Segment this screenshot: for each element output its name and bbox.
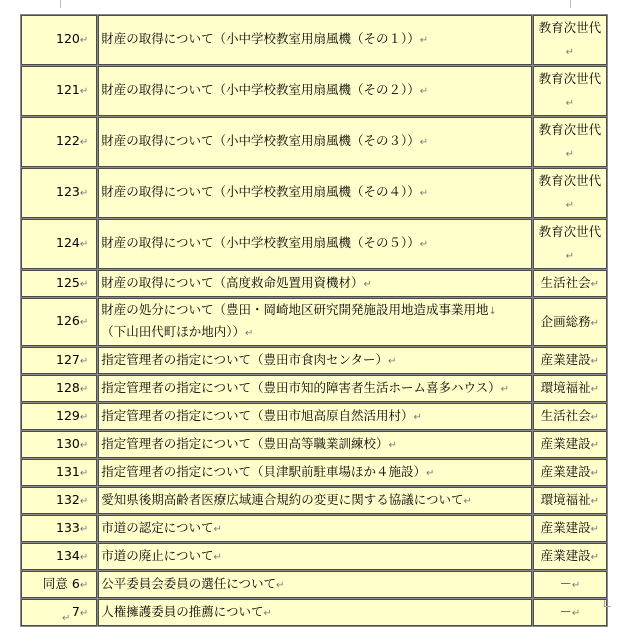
committee-name-text: 教育次世代 — [538, 71, 602, 86]
committee-name-text: 生活社会 — [540, 275, 591, 290]
committee-name-text: 企画総務 — [540, 313, 591, 329]
table-row — [21, 459, 607, 486]
agenda-title[interactable] — [98, 431, 531, 458]
agenda-title-text: 指定管理者の指定について（豊田高等職業訓練校） — [101, 435, 389, 451]
cell-end-mark: ↵ — [388, 355, 397, 367]
agenda-number[interactable] — [21, 168, 97, 218]
agenda-number-text: 128 — [56, 379, 80, 395]
committee-name[interactable] — [533, 599, 607, 626]
agenda-title[interactable] — [98, 543, 531, 570]
table-row — [21, 15, 607, 65]
agenda-number[interactable] — [21, 599, 97, 626]
committee-name[interactable] — [533, 270, 607, 297]
cell-end-mark: ↵ — [79, 278, 89, 290]
agenda-number-text: 121 — [56, 82, 80, 97]
cell-end-mark: ↵ — [79, 551, 89, 563]
agenda-number[interactable] — [21, 403, 97, 430]
committee-name[interactable] — [533, 515, 607, 542]
cell-end-mark: ↵ — [79, 383, 89, 395]
table-row — [21, 599, 607, 626]
cell-end-mark: ↵ — [590, 317, 600, 329]
agenda-number-text: 132 — [56, 491, 80, 507]
cell-end-mark: ↵ — [426, 467, 435, 479]
agenda-title[interactable] — [98, 117, 531, 167]
agenda-number[interactable] — [21, 375, 97, 402]
cell-end-mark: ↵ — [571, 608, 581, 619]
agenda-number[interactable] — [21, 270, 97, 297]
agenda-number-text: 127 — [56, 351, 80, 367]
agenda-title[interactable] — [98, 487, 531, 514]
agenda-number[interactable] — [21, 298, 97, 346]
cell-end-mark: ↵ — [500, 383, 510, 395]
table-row — [21, 219, 607, 269]
cell-end-mark: ↵ — [79, 579, 89, 591]
committee-name-text: － — [559, 576, 572, 591]
agenda-title-text: 愛知県後期高齢者医療広域連合規約の変更に関する協議について — [101, 491, 464, 507]
cell-end-mark: ↵ — [590, 552, 600, 563]
cell-end-mark: ↵ — [79, 439, 89, 451]
cell-end-mark: ↵ — [79, 355, 89, 367]
committee-name-text: 教育次世代 — [538, 224, 602, 239]
agenda-number[interactable] — [21, 66, 97, 116]
committee-name-text: 環境福祉 — [540, 380, 591, 395]
agenda-title[interactable] — [98, 515, 531, 542]
agenda-title-text: 市道の廃止について — [101, 547, 214, 563]
cell-end-mark: ↵ — [79, 523, 89, 535]
agenda-title[interactable] — [98, 375, 531, 402]
agenda-title-text: 財産の取得について（小中学校教室用扇風機（その３）） — [101, 133, 420, 148]
cell-end-mark: ↵ — [79, 35, 89, 46]
cell-end-mark: ↵ — [79, 607, 89, 619]
table-row — [21, 487, 607, 514]
agenda-title[interactable] — [98, 459, 531, 486]
agenda-number-text: 124 — [56, 235, 80, 250]
agenda-title[interactable] — [98, 15, 531, 65]
committee-name-text: 産業建設 — [540, 436, 591, 451]
table-row — [21, 117, 607, 167]
agenda-title[interactable] — [98, 298, 531, 346]
committee-name[interactable] — [533, 375, 607, 402]
agenda-title[interactable] — [98, 219, 531, 269]
cell-end-mark: ↵ — [590, 496, 600, 507]
agenda-title-text: 指定管理者の指定について（豊田市食肉センター） — [101, 351, 389, 367]
cell-end-mark: ↵ — [590, 468, 600, 479]
agenda-number[interactable] — [21, 487, 97, 514]
agenda-number-text: 122 — [56, 133, 80, 148]
cell-end-mark: ↵ — [388, 439, 397, 451]
committee-name[interactable] — [533, 431, 607, 458]
cell-end-mark: ↵ — [419, 137, 429, 148]
committee-name-text: 教育次世代 — [538, 122, 602, 137]
agenda-number[interactable] — [21, 431, 97, 458]
agenda-title-text: 指定管理者の指定について（貝津駅前駐車場ほか４施設） — [101, 463, 427, 479]
page-margin-guide-right — [570, 0, 571, 8]
committee-name[interactable] — [533, 66, 607, 116]
cell-end-mark: ↵ — [419, 188, 429, 199]
cell-end-mark: ↵ — [565, 149, 575, 160]
paragraph-mark: ↵ — [62, 613, 71, 624]
agenda-title-text: 財産の取得について（小中学校教室用扇風機（その５）） — [101, 235, 420, 250]
committee-name-text: 生活社会 — [540, 408, 591, 423]
cell-end-mark: ↵ — [79, 188, 89, 199]
agenda-number[interactable] — [21, 515, 97, 542]
agenda-number[interactable] — [21, 117, 97, 167]
cell-end-mark: ↵ — [79, 86, 89, 97]
cell-end-mark: ↵ — [590, 440, 600, 451]
table-row — [21, 298, 607, 346]
agenda-title-text: 財産の取得について（小中学校教室用扇風機（その１）） — [101, 31, 420, 46]
agenda-number-text: 125 — [56, 274, 80, 290]
agenda-number-text: 134 — [56, 547, 80, 563]
cell-end-mark: ↵ — [79, 137, 89, 148]
agenda-title[interactable] — [98, 66, 531, 116]
agenda-title-text: 指定管理者の指定について（豊田市知的障害者生活ホーム喜多ハウス） — [101, 379, 501, 395]
committee-name-text: 環境福祉 — [540, 492, 591, 507]
agenda-title[interactable] — [98, 270, 531, 297]
cell-end-mark: ↵ — [590, 524, 600, 535]
agenda-title-text: 財産の取得について（小中学校教室用扇風機（その２）） — [101, 82, 420, 97]
agenda-title-text-line2: （下山田代町ほか地内）） — [101, 324, 246, 339]
page-corner-guide — [604, 600, 611, 607]
agenda-number-text: 126 — [56, 313, 80, 328]
agenda-title[interactable] — [98, 403, 531, 430]
cell-end-mark: ↵ — [413, 411, 422, 423]
agenda-title-text: 財産の取得について（小中学校教室用扇風機（その４）） — [101, 184, 420, 199]
agenda-number-text: 120 — [56, 31, 80, 46]
committee-name[interactable] — [533, 543, 607, 570]
committee-name-text: 産業建設 — [540, 352, 591, 367]
table-row — [21, 66, 607, 116]
agenda-number-text: 130 — [56, 435, 80, 451]
table-row — [21, 347, 607, 374]
agenda-number[interactable] — [21, 15, 97, 65]
committee-name[interactable] — [533, 459, 607, 486]
cell-end-mark: ↵ — [463, 495, 472, 507]
cell-end-mark: ↵ — [565, 200, 575, 211]
agenda-title-text: 財産の取得について（高度救命処置用資機材） — [101, 274, 364, 290]
agenda-title-text: 財産の処分について（豊田・岡崎地区研究開発施設用地造成事業用地 — [101, 302, 489, 317]
cell-end-mark: ↵ — [419, 239, 429, 250]
cell-end-mark: ↵ — [79, 467, 89, 479]
agenda-title[interactable] — [98, 571, 531, 598]
table-row — [21, 270, 607, 297]
committee-name-text: 産業建設 — [540, 548, 591, 563]
table-row — [21, 543, 607, 570]
cell-end-mark: ↵ — [571, 580, 581, 591]
cell-end-mark: ↵ — [79, 495, 89, 507]
cell-end-mark: ↵ — [590, 356, 600, 367]
cell-end-mark: ↵ — [79, 411, 89, 423]
committee-name[interactable] — [533, 168, 607, 218]
cell-end-mark: ↵ — [213, 551, 222, 563]
cell-end-mark: ↵ — [565, 98, 575, 109]
table-row — [21, 571, 607, 598]
agenda-title[interactable] — [98, 599, 531, 626]
committee-name-text: 産業建設 — [540, 464, 591, 479]
agenda-number-text: 131 — [56, 463, 80, 479]
agenda-number[interactable] — [21, 347, 97, 374]
cell-end-mark: ↵ — [245, 328, 254, 339]
table-row — [21, 375, 607, 402]
agenda-number[interactable] — [21, 543, 97, 570]
committee-name-text: － — [559, 604, 572, 619]
cell-end-mark: ↵ — [276, 579, 285, 591]
agenda-title-text: 人権擁護委員の推薦について — [101, 603, 264, 619]
agenda-number[interactable] — [21, 571, 97, 598]
committee-name[interactable] — [533, 347, 607, 374]
cell-end-mark: ↵ — [565, 47, 575, 58]
cell-end-mark: ↵ — [263, 607, 272, 619]
cell-end-mark: ↵ — [363, 278, 372, 290]
agenda-title-text: 指定管理者の指定について（豊田市旭高原自然活用村） — [101, 407, 414, 423]
cell-end-mark: ↵ — [590, 412, 600, 423]
agenda-number-text: 123 — [56, 184, 80, 199]
committee-name[interactable] — [533, 15, 607, 65]
agenda-number-text: 7 — [71, 603, 80, 619]
table-row — [21, 515, 607, 542]
agenda-table — [20, 14, 608, 627]
agenda-number[interactable] — [21, 219, 97, 269]
cell-end-mark: ↵ — [419, 86, 429, 97]
committee-name[interactable] — [533, 571, 607, 598]
table-row — [21, 431, 607, 458]
cell-end-mark: ↵ — [590, 384, 600, 395]
cell-end-mark: ↵ — [79, 317, 89, 328]
table-row — [21, 403, 607, 430]
committee-name[interactable] — [533, 117, 607, 167]
committee-name[interactable] — [533, 219, 607, 269]
agenda-number-text: 同意 6 — [42, 575, 80, 591]
page-margin-guide-left — [60, 0, 61, 8]
agenda-number-text: 133 — [56, 519, 80, 535]
cell-end-mark: ↵ — [213, 523, 222, 535]
agenda-title-text: 市道の認定について — [101, 519, 214, 535]
table-row — [21, 168, 607, 218]
committee-name[interactable] — [533, 487, 607, 514]
agenda-title[interactable] — [98, 347, 531, 374]
cell-end-mark: ↵ — [419, 35, 429, 46]
agenda-title-text: 公平委員会委員の選任について — [101, 575, 277, 591]
cell-end-mark: ↵ — [565, 251, 575, 262]
cell-end-mark: ↵ — [590, 279, 600, 290]
committee-name-text: 教育次世代 — [538, 173, 602, 188]
cell-end-mark: ↵ — [79, 239, 89, 250]
line-break-mark: ↓ — [488, 306, 497, 317]
committee-name-text: 産業建設 — [540, 520, 591, 535]
agenda-number-text: 129 — [56, 407, 80, 423]
committee-name-text: 教育次世代 — [538, 20, 602, 35]
committee-name[interactable] — [533, 298, 607, 346]
committee-name[interactable] — [533, 403, 607, 430]
agenda-title[interactable] — [98, 168, 531, 218]
agenda-number[interactable] — [21, 459, 97, 486]
